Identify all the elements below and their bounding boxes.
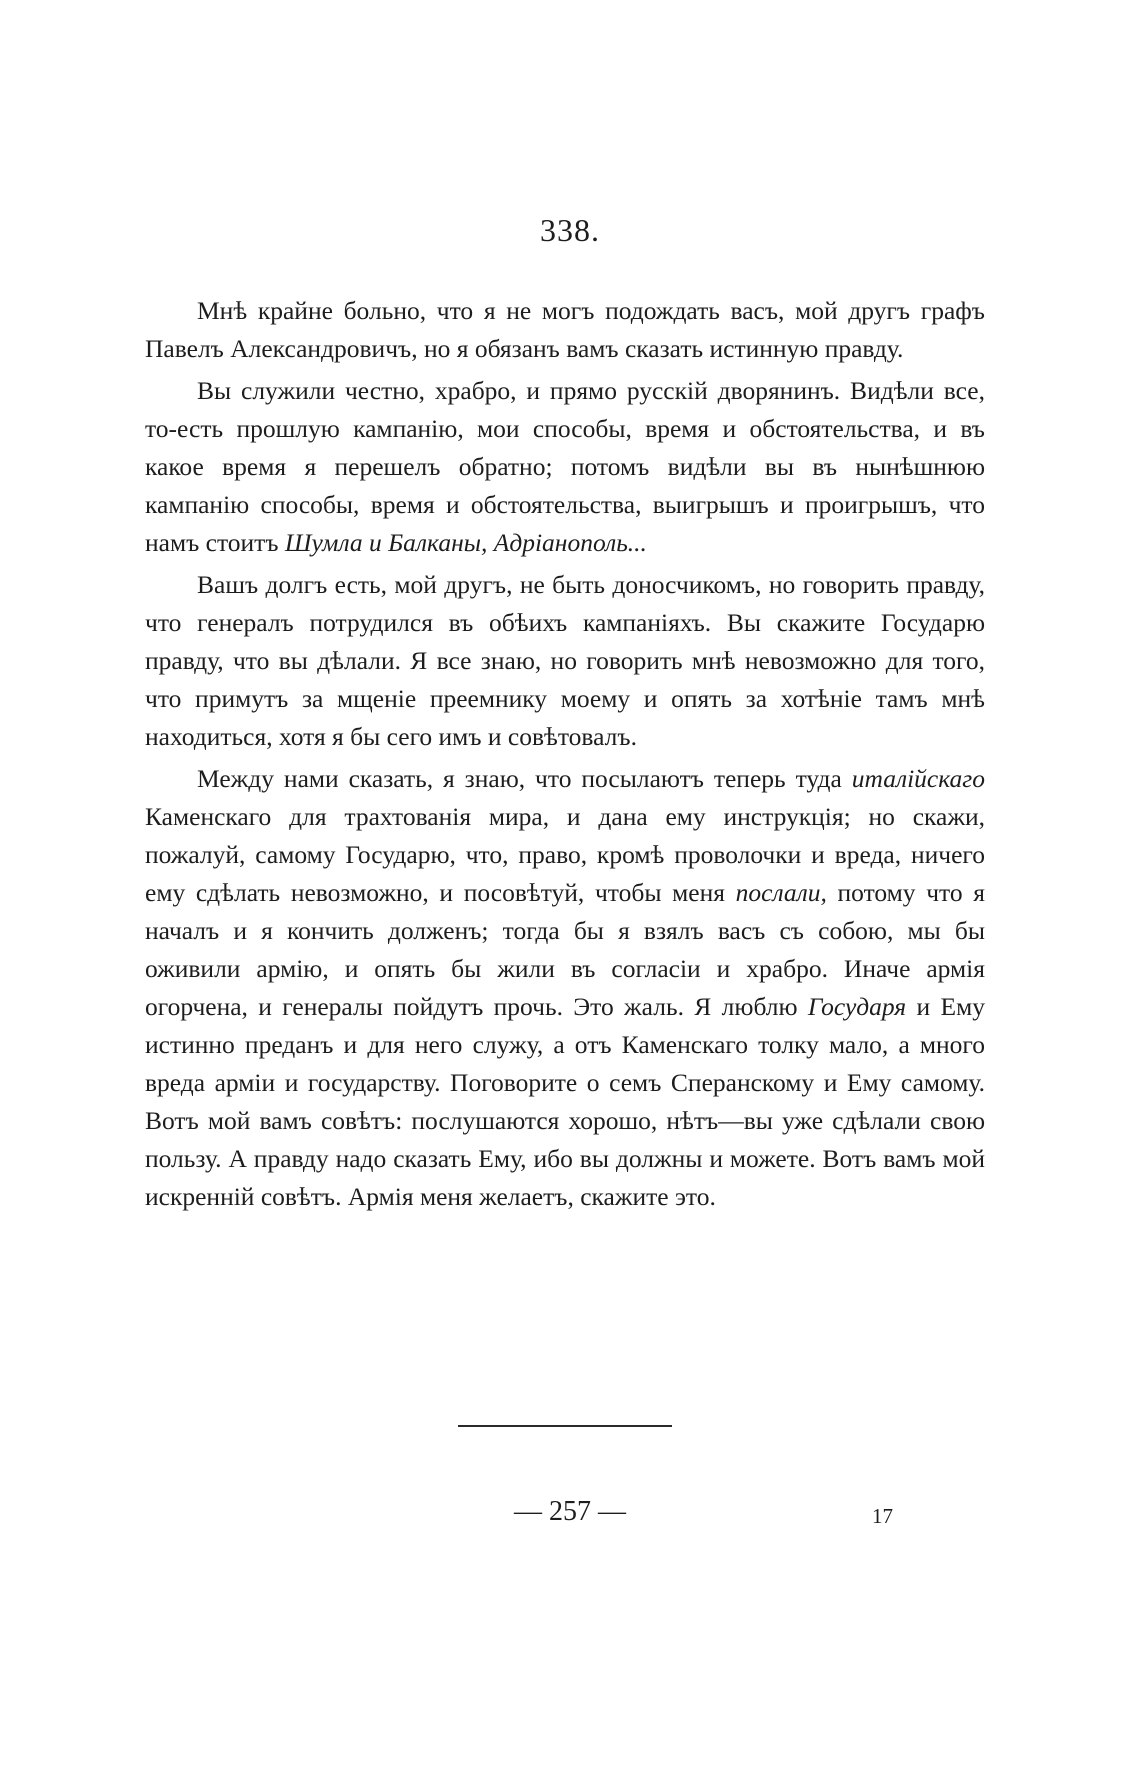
text-run: Вашъ долгъ есть, мой другъ, не быть доносчикомъ, но говорить правду, что генералъ потрудился въ обѣихъ кампаніяхъ. Вы скажите Государю правду, что вы дѣлали. Я все знаю, но говорить мнѣ невозможно для того, что примутъ за мщеніе преемнику моему и опять за хотѣніе тамъ мнѣ находиться, хотя я бы сего имъ и совѣтовалъ. [145,570,985,751]
text-run: и Ему истинно преданъ и для него служу, а отъ Каменскаго толку мало, а много вреда арміи и государству. Поговорите о семъ Сперанскому и Ему самому. Вотъ мой вамъ совѣтъ: послушаются хорошо, нѣтъ—вы уже сдѣлали свою пользу. А правду надо сказать Ему, ибо вы должны и можете. Вотъ вамъ мой искренній совѣтъ. Армія меня желаетъ, скажите это. [145,992,985,1211]
text-run: Каменскаго для трахтованія мира, и дана ему инструкція; но скажи, пожалуй, самому Государю, что, право, кромѣ проволочки и вреда, ничего ему сдѣлать невозможно, и посовѣтуй, чтобы меня [145,802,985,907]
text-run: потому что я началъ и я кончить долженъ; тогда бы я взялъ васъ съ собою, мы бы оживили армію, и опять бы жили въ согласіи и храбро. Иначе армія огорчена, и генералы пойдутъ прочь. Это жаль. Я люблю [145,878,985,1021]
italic-run: Шумла и Балканы, Адріанополь... [284,528,647,557]
page-number: — 257 — [514,1496,626,1527]
italic-run: италійскаго [851,764,985,793]
paragraph-1 [145,292,985,368]
letter-body [145,292,985,1220]
italic-run: Государя [807,992,907,1021]
paragraph-3 [145,566,985,756]
paragraph-4 [145,760,985,1216]
text-run: Между нами сказать, я знаю, что посылаютъ теперь туда [197,764,852,793]
italic-run: послали, [735,878,827,907]
signature-mark: 17 [872,1504,893,1528]
paragraph-2 [145,372,985,562]
text-run: Вы служили честно, храбро, и прямо русскій дворянинъ. Видѣли все, то-есть прошлую кампанію, мои способы, время и обстоятельства, и въ какое время я перешелъ обратно; потомъ видѣли вы въ нынѣшнюю кампанію способы, время и обстоятельства, выигрышъ и проигрышъ, что намъ стоитъ [145,376,985,557]
text-run: Мнѣ крайне больно, что я не могъ подождать васъ, мой другъ графъ Павелъ Александровичъ, но я обязанъ вамъ сказать истинную правду. [145,296,985,363]
section-divider [458,1425,672,1427]
document-number: 338. [540,212,600,248]
